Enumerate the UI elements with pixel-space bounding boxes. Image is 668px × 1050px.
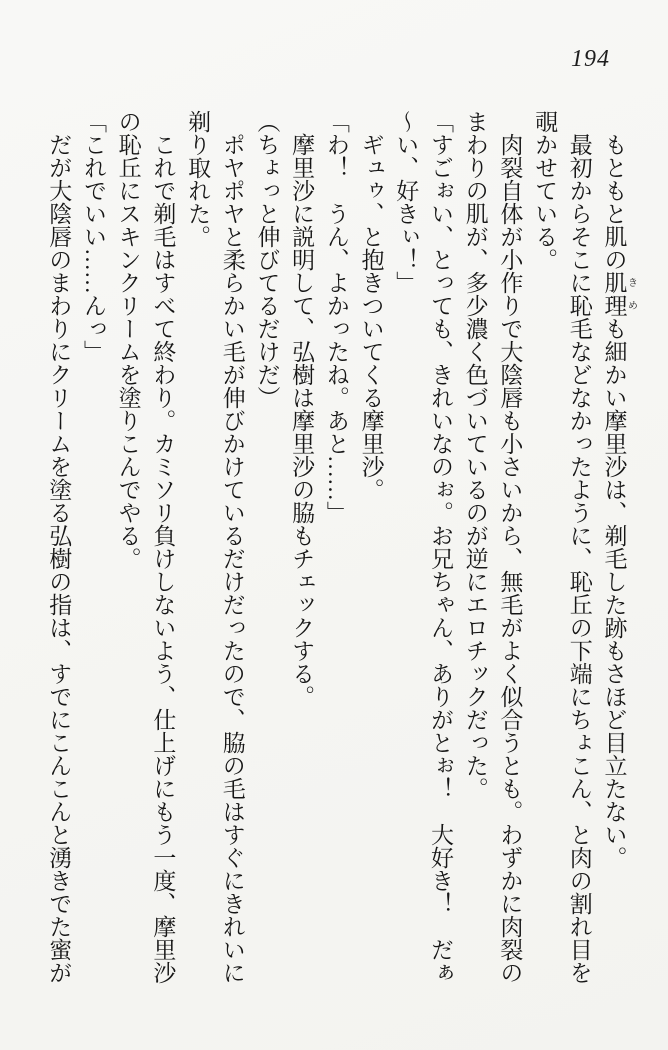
text-column: 最初からそこに恥毛などなかったように、恥丘の下端にちょこん、と肉の割れ目を [566, 133, 592, 984]
ruby-annotation: 肌理 きめ [601, 271, 637, 317]
text-column: ～い、好きぃ！」 [393, 110, 419, 294]
text-column: だが大陰唇のまわりにクリームを塗る弘樹の指は、すでにこんこんと湧きでた蜜が [46, 133, 72, 984]
text-column: （ちょっと伸びてるだけだ） [254, 110, 280, 409]
text-column: 覗かせている。 [532, 110, 558, 271]
text-column: 剃り取れた。 [185, 110, 211, 248]
text-column: ギュゥ、と抱きついてくる摩里沙。 [358, 133, 384, 501]
text-column: まわりの肌が、多少濃く色づいているのが逆にエロチックだった。 [462, 110, 488, 800]
text-column: 「わ！ うん、よかったね。あと……」 [323, 110, 349, 524]
text-column: 「これでいい……んっ」 [80, 110, 106, 363]
text-column: もともと肌の肌理 きめも細かい摩里沙は、剃毛した跡もさほど目立たない。 [601, 133, 637, 869]
text-column: これで剃毛はすべて終わり。カミソリ負けしないよう、仕上げにもう一度、摩里沙 [150, 133, 176, 984]
text-column: 摩里沙に説明して、弘樹は摩里沙の脇もチェックする。 [289, 133, 315, 708]
text-body [41, 110, 636, 1000]
text-column: 「すごぉい、とっても、きれいなのぉ。お兄ちゃん、ありがとぉ！ 大好き！ だぁ [427, 110, 453, 984]
text-column: ポヤポヤと柔らかい毛が伸びかけているだけだったので、脇の毛はすぐにきれいに [219, 133, 245, 984]
page-number: 194 [571, 46, 610, 72]
text-column: の恥丘にスキンクリームを塗りこんでやる。 [115, 110, 141, 570]
text-column: 肉裂自体が小作りで大陰唇も小さいから、無毛がよく似合うとも。わずかに肉裂の [497, 133, 523, 984]
